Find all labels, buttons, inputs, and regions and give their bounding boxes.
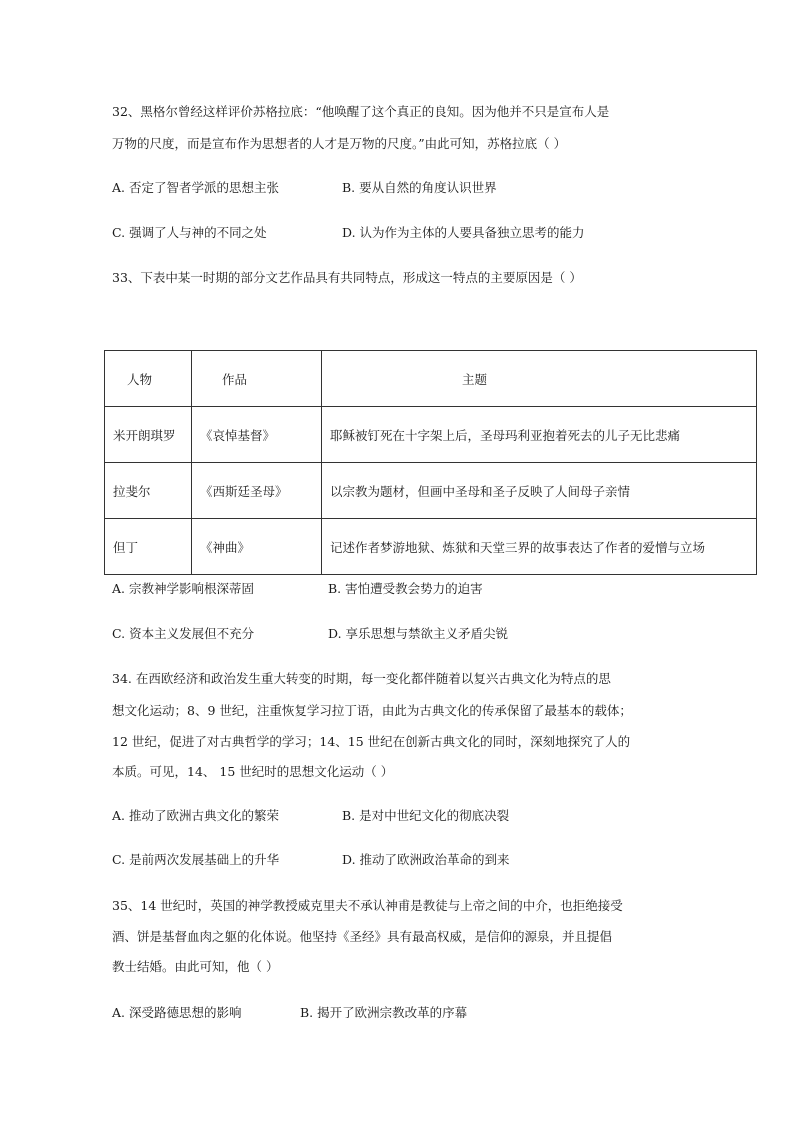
q34-stem-line4: 本质。可见，14、 15 世纪时的思想文化运动（ ） bbox=[112, 764, 394, 779]
q34-option-c[interactable]: C. 是前两次发展基础上的升华 bbox=[112, 852, 280, 867]
q34-stem-line2: 想文化运动；8、9 世纪，注重恢复学习拉丁语，由此为古典文化的传承保留了最基本的载体； bbox=[112, 703, 632, 718]
table-header-theme: 主题 bbox=[322, 351, 757, 407]
q34-stem-line3: 12 世纪，促进了对古典哲学的学习；14、15 世纪在创新古典文化的同时，深刻地探究了人的 bbox=[112, 734, 631, 749]
table-header-work: 作品 bbox=[192, 351, 322, 407]
table-cell-theme: 耶稣被钉死在十字架上后，圣母玛利亚抱着死去的儿子无比悲痛 bbox=[322, 407, 757, 463]
q33-option-b[interactable]: B. 害怕遭受教会势力的迫害 bbox=[328, 581, 483, 596]
q32-option-d[interactable]: D. 认为作为主体的人要具备独立思考的能力 bbox=[342, 225, 585, 240]
q32-stem-line1: 32、黑格尔曾经这样评价苏格拉底：“他唤醒了这个真正的良知。因为他并不只是宣布人是 bbox=[112, 104, 610, 119]
q33-stem-line1: 33、下表中某一时期的部分文艺作品具有共同特点，形成这一特点的主要原因是（ ） bbox=[112, 270, 582, 285]
q35-stem-line1: 35、14 世纪时，英国的神学教授威克里夫不承认神甫是教徒与上帝之间的中介，也拒绝接受 bbox=[112, 898, 623, 913]
q32-option-a[interactable]: A. 否定了智者学派的思想主张 bbox=[112, 180, 279, 195]
q34-option-d[interactable]: D. 推动了欧洲政治革命的到来 bbox=[342, 852, 510, 867]
q35-option-a[interactable]: A. 深受路德思想的影响 bbox=[112, 1005, 242, 1020]
q34-option-a[interactable]: A. 推动了欧洲古典文化的繁荣 bbox=[112, 808, 279, 823]
q33-option-a[interactable]: A. 宗教神学影响根深蒂固 bbox=[112, 581, 254, 596]
q35-stem-line2: 酒、饼是基督血肉之躯的化体说。他坚持《圣经》具有最高权威，是信仰的源泉，并且提倡 bbox=[112, 929, 613, 944]
q32-option-c[interactable]: C. 强调了人与神的不同之处 bbox=[112, 225, 267, 240]
table-header-row bbox=[105, 351, 757, 407]
q35-stem-line3: 教士结婚。由此可知，他（ ） bbox=[112, 959, 279, 974]
table-row bbox=[105, 519, 757, 575]
table-cell-work: 《哀悼基督》 bbox=[192, 407, 322, 463]
table-row bbox=[105, 407, 757, 463]
table-cell-person: 拉斐尔 bbox=[105, 463, 192, 519]
q35-option-b[interactable]: B. 揭开了欧洲宗教改革的序幕 bbox=[300, 1005, 468, 1020]
q32-stem-line2: 万物的尺度，而是宣布作为思想者的人才是万物的尺度。”由此可知，苏格拉底（ ） bbox=[112, 136, 567, 151]
q34-option-b[interactable]: B. 是对中世纪文化的彻底决裂 bbox=[342, 808, 510, 823]
table-cell-theme: 以宗教为题材，但画中圣母和圣子反映了人间母子亲情 bbox=[322, 463, 757, 519]
q32-option-b[interactable]: B. 要从自然的角度认识世界 bbox=[342, 180, 497, 195]
table-cell-work: 《西斯廷圣母》 bbox=[192, 463, 322, 519]
table-row bbox=[105, 463, 757, 519]
q34-stem-line1: 34. 在西欧经济和政治发生重大转变的时期，每一变化都伴随着以复兴古典文化为特点的思 bbox=[112, 671, 611, 686]
table-cell-person: 米开朗琪罗 bbox=[105, 407, 192, 463]
q33-option-d[interactable]: D. 享乐思想与禁欲主义矛盾尖锐 bbox=[328, 626, 509, 641]
table-header-person: 人物 bbox=[105, 351, 192, 407]
table-cell-theme: 记述作者梦游地狱、炼狱和天堂三界的故事表达了作者的爱憎与立场 bbox=[322, 519, 757, 575]
q33-option-c[interactable]: C. 资本主义发展但不充分 bbox=[112, 626, 255, 641]
table-cell-person: 但丁 bbox=[105, 519, 192, 575]
q33-works-table bbox=[104, 350, 757, 575]
table-cell-work: 《神曲》 bbox=[192, 519, 322, 575]
